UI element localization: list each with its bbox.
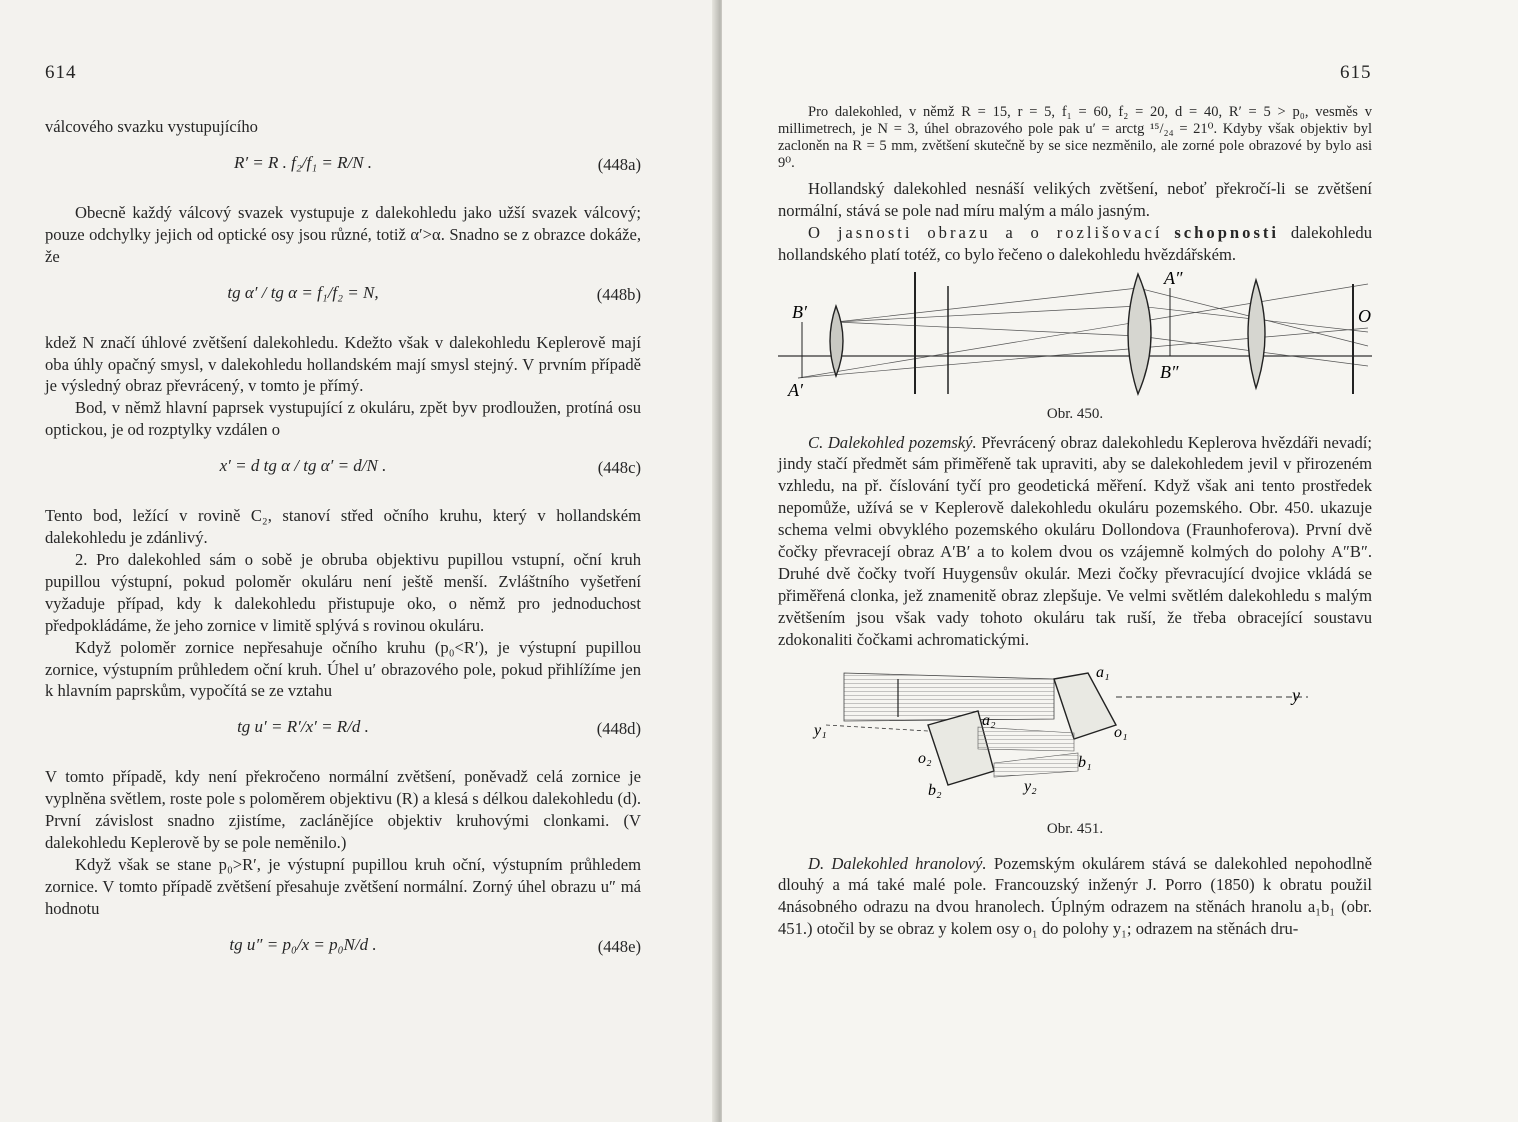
small-paragraph: Pro dalekohled, v němž R = 15, r = 5, f₁ = 60, f₂ = 20, d = 40, R′ = 5 > p₀, vesměs v millimetrech, je N = 3, úhel obrazového pole pak u′ = arctg ¹⁵/₂₄ = 21⁰. Kdyby však objektiv byl zacloněn na R = 5 mm, zvětšení skutečně by se sice nezměnilo, ale zorné pole obrazové by bylo asi 9⁰.: [778, 104, 1372, 171]
light-rays: [798, 284, 1368, 378]
equation-number: (448b): [596, 284, 641, 304]
spaced-text: O jasnosti obrazu a o rozlišovací: [808, 222, 1163, 242]
paragraph: [778, 222, 1372, 266]
paragraph: Když poloměr zornice nepřesahuje očního kruhu (p₀<R′), je výstupní pupillou zornice, výstupním průhledem oční kruh. Úhel u′ obrazového pole, pokud přihlížíme jen k hlavním paprskům, vypočítá se ze vztahu: [45, 637, 641, 701]
equation-448d: [45, 702, 641, 766]
label-b1: b₁: [1078, 753, 1092, 771]
equation-number: (448c): [597, 458, 641, 478]
figure-450-diagram: [778, 266, 1372, 398]
equation-448e: [45, 920, 641, 984]
paragraph: Tento bod, ležící v rovině C₂, stanoví střed očního kruhu, který v hollandském dalekohledu je zdánlivý.: [45, 506, 641, 548]
label-y2: y₂: [1024, 777, 1037, 795]
label-y1: y₁: [814, 721, 827, 739]
label-A-prime: A′: [788, 379, 803, 398]
left-page: [0, 0, 722, 1122]
label-y: y: [1292, 684, 1300, 705]
equation-448c: [45, 441, 641, 505]
middle-light-beam: [978, 727, 1074, 751]
label-o2: o₂: [918, 749, 932, 767]
lens-1: [830, 306, 843, 376]
dashed-axis: [826, 725, 928, 731]
prism-a1b1: [1054, 673, 1116, 739]
lens-3: [1248, 280, 1265, 388]
equation-formula: tg u′ = R′/x′ = R/d .: [237, 717, 369, 737]
figure-451-diagram: [778, 667, 1372, 813]
equation-number: (448d): [596, 719, 641, 739]
label-a1: a₁: [1096, 666, 1110, 681]
right-page-text: [778, 104, 1372, 940]
paragraph: V tomto případě, kdy není překročeno normální zvětšení, poněvadž celá zornice je vyplněna světlem, roste pole s poloměrem objektivu (R) a klesá s délkou dalekohledu (d). První závislost snadno zjistíme, zaclánějíce objektiv kruhovými clonkami. (V dalekohledu Keplerově by se pole neměnilo.): [45, 767, 641, 853]
label-O: O: [1358, 305, 1371, 326]
paragraph-body: Převrácený obraz dalekohledu Keplerova hvězdáři nevadí; jindy stačí předmět sám přiměřeně tak upraviti, aby se dalekohledem jevil v přirozeném vzhledu, na př. číslování tyčí pro geodetická měření. Když však ani tento prostředek nepomůže, užívá se v Keplerově dalekohledu okuláru pozemského. Obr. 450. ukazuje schema velmi obvyklého pozemského okuláru Dollondova (Fraunhoferova). První dvě čočky převracejí obraz A′B′ a to kolem dvou os vzájemně kolmých do polohy A″B″. Druhé dvě čočky tvoří Huygensův okulár. Mezi čočky převracující dvojice vkládá se přiměřená clonka, jež znamenitě obraz zlepšuje. Ve velmi světlém dalekohledu s malým zvětšením jsou však vady tohoto okuláru tak ruší, že třeba obracející soustavu zdokonaliti čočkami achromatickými.: [778, 432, 1373, 649]
page-number-left: 614: [45, 62, 77, 83]
equation-448b: [45, 268, 641, 332]
equation-number: (448a): [597, 154, 641, 174]
label-a2: a₂: [982, 711, 996, 729]
incoming-light-beam: [844, 673, 1054, 721]
equation-number: (448e): [597, 936, 641, 956]
left-page-text: [45, 116, 641, 984]
equation-formula: tg u″ = p₀/x = p₀N/d .: [229, 934, 377, 954]
section-title: C. Dalekohled pozemský.: [808, 432, 977, 452]
label-B-double-prime: B″: [1160, 361, 1179, 382]
equation-formula: tg α′ / tg α = f₁/f₂ = N,: [227, 282, 379, 302]
right-page: [722, 0, 1518, 1122]
equation-formula: x′ = d tg α / tg α′ = d/N .: [219, 456, 387, 476]
lens-2: [1128, 274, 1151, 394]
page-number-right: 615: [1340, 62, 1372, 83]
label-B-prime: B′: [792, 301, 807, 322]
paragraph-body: Pozemským okulárem stává se dalekohled nepohodlně dlouhý a má také malé pole. Francouzský inženýr J. Porro (1850) k obratu použil 4násobného odrazu na dvou hranolech. Úplným odrazem na stěnách hranolu a₁b₁ (obr. 451.) otočil by se obraz y kolem osy o₁ do polohy y₁; odrazem na stěnách dru-: [778, 853, 1372, 939]
bold-spaced-text: schopnosti: [1174, 222, 1280, 242]
label-b2: b₂: [928, 781, 942, 799]
figure-451-caption: Obr. 451.: [1046, 820, 1104, 837]
label-A-double-prime: A″: [1164, 267, 1183, 288]
paragraph: Bod, v němž hlavní paprsek vystupující z okuláru, zpět byv prodloužen, protíná osu optickou, je od rozptylky vzdálen o: [45, 398, 641, 440]
paragraph: Hollandský dalekohled nesnáší velikých zvětšení, neboť překročí-li se zvětšení normální, stává se pole nad míru malým a málo jasným.: [778, 179, 1372, 220]
lower-light-beam: [994, 753, 1078, 777]
paragraph: kdež N značí úhlové zvětšení dalekohledu. Kdežto však v dalekohledu Keplerově mají oba úhly opačný smysl, v dalekohledu hollandském mají smysl stejný. V prvním případě je výsledný obraz převrácený, v tomto je přímý.: [45, 332, 641, 396]
paragraph: válcového svazku vystupujícího: [45, 117, 258, 136]
paragraph: [778, 432, 1372, 651]
equation-448a: [45, 138, 641, 202]
equation-formula: R′ = R . f₂/f₁ = R/N .: [233, 152, 373, 172]
paragraph-tail: dalekohledu hollandského platí totéž, co bylo řečeno o dalekohledu hvězdářském.: [778, 222, 1372, 264]
paragraph: Když však se stane p₀>R′, je výstupní pupillou kruh oční, výstupním průhledem zornice. V tomto případě zvětšení přesahuje zvětšení normální. Zorný úhel obrazu u″ má hodnotu: [45, 854, 641, 918]
section-title: D. Dalekohled hranolový.: [808, 853, 987, 873]
paragraph: [778, 853, 1372, 941]
paragraph: 2. Pro dalekohled sám o sobě je obruba objektivu pupillou vstupní, oční kruh pupillou výstupní, pokud poloměr okuláru není ještě menší. Zvláštního vyšetření vyžaduje případ, kdy k dalekohledu přistupuje oko, o němž pro jednoduchost předpokládáme, že jeho zornice v limitě splývá s rovinou okuláru.: [45, 549, 641, 635]
label-o1: o₁: [1114, 723, 1128, 741]
figure-450-caption: Obr. 450.: [1046, 405, 1104, 422]
paragraph: Obecně každý válcový svazek vystupuje z dalekohledu jako užší svazek válcový; pouze odchylky jejich od optické osy jsou různé, totiž α′>α. Snadno se z obrazce dokáže, že: [45, 202, 641, 266]
